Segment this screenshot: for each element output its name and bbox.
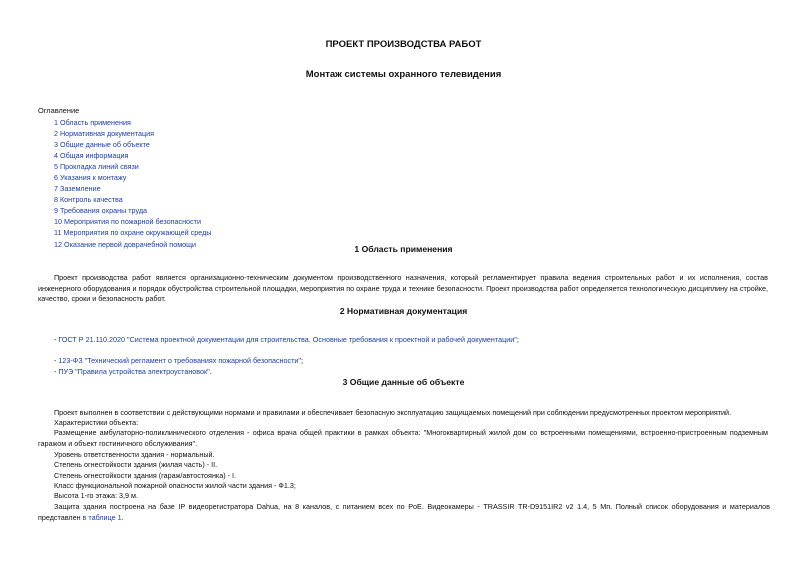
norm-ref-2-link[interactable]: 123-ФЗ "Технический регламент о требованиях пожарной безопасности" xyxy=(58,356,301,365)
char-line-4: Класс функциональной пожарной опасности жилой части здания - Ф1.3; xyxy=(54,481,296,490)
toc-item-5[interactable]: 5 Прокладка линий связи xyxy=(54,162,139,172)
char-line-3: Степень огнестойкости здания (гараж/автостоянка) - I. xyxy=(54,471,236,480)
section-3-characteristics: Характеристики объекта: xyxy=(54,418,139,427)
norm-ref-3-suffix: . xyxy=(209,367,212,376)
norm-ref-1-link[interactable]: ГОСТ Р 21.110.2020 "Система проектной документации для строительства. Основные требования к проектной и рабочей документации" xyxy=(58,335,517,344)
document-subtitle: Монтаж системы охранного телевидения xyxy=(305,69,502,80)
norm-ref-2-suffix: ; xyxy=(300,356,303,365)
norm-ref-1-suffix: ; xyxy=(516,335,519,344)
norm-ref-3 xyxy=(54,367,212,377)
norm-ref-3-prefix: - xyxy=(54,367,59,376)
toc-item-6[interactable]: 6 Указания к монтажу xyxy=(54,173,127,183)
toc-item-2[interactable]: 2 Нормативная документация xyxy=(54,129,155,139)
section-3-heading: 3 Общие данные об объекте xyxy=(342,377,465,387)
toc-item-11[interactable]: 11 Мероприятия по охране окружающей среды xyxy=(54,228,212,238)
norm-ref-2 xyxy=(54,356,303,366)
table-of-contents xyxy=(54,117,211,250)
protection-text: Защита здания построена на базе IP видеорегистратора Dahua, на 8 каналов, с питанием всех по PoE. Видеокамеры - TRASSIR TR-D9151IR2 v2 1.4, 5 Мп. Полный список оборудования и материалов представлен xyxy=(38,502,770,522)
toc-heading: Оглавление xyxy=(38,106,80,115)
section-1-paragraph: Проект производства работ является организационно-техническим документом производственного назначения, который регламентирует правила ведения строительных работ и их исполнения, состав инженерного оборудования и порядок обустройства строительной площадки, мероприятия по охране труда и технике безопасности. Проект производства работ определяется технологическую дисциплину на стройке, качество, сроки и безопасность работ. xyxy=(38,273,768,304)
char-line-1: Уровень ответственности здания - нормальный. xyxy=(54,450,215,459)
toc-item-7[interactable]: 7 Заземление xyxy=(54,184,101,194)
section-2-heading: 2 Нормативная документация xyxy=(339,306,468,316)
section-1-heading: 1 Область применения xyxy=(354,244,453,254)
table-1-link[interactable]: в таблице 1 xyxy=(82,512,122,522)
toc-item-1[interactable]: 1 Область применения xyxy=(54,118,131,127)
norm-ref-3-link[interactable]: ПУЭ "Правила устройства электроустановок" xyxy=(58,367,210,376)
section-3-protection xyxy=(38,502,770,523)
table-ref-suffix: . xyxy=(121,512,124,522)
norm-ref-1-prefix: - xyxy=(54,335,59,344)
toc-item-4[interactable]: 4 Общая информация xyxy=(54,151,129,161)
document-title: ПРОЕКТ ПРОИЗВОДСТВА РАБОТ xyxy=(325,39,482,50)
norm-ref-1 xyxy=(54,335,519,345)
char-line-2: Степень огнестойкости здания (жилая часть) - II. xyxy=(54,460,218,469)
toc-item-10[interactable]: 10 Мероприятия по пожарной безопасности xyxy=(54,217,201,227)
toc-item-8[interactable]: 8 Контроль качества xyxy=(54,195,123,205)
toc-item-12[interactable]: 12 Оказание первой доврачебной помощи xyxy=(54,239,197,249)
norm-ref-2-prefix: - xyxy=(54,356,59,365)
section-3-placement: Размещение амбулаторно-поликлинического отделения - офиса врача общей практики в рамках объекта: "Многоквартирный жилой дом со встроенными помещениями, встроенно-пристроенным подземным гаражом и объект гостиничного обслуживания". xyxy=(38,428,768,448)
section-3-intro: Проект выполнен в соответствии с действующими нормами и правилами и обеспечивает безопасную эксплуатацию защищаемых помещений при соблюдении предусмотренных проектом мероприятий. xyxy=(54,408,732,417)
toc-item-3[interactable]: 3 Общие данные об объекте xyxy=(54,140,150,150)
toc-item-9[interactable]: 9 Требования охраны труда xyxy=(54,206,148,216)
char-line-5: Высота 1-го этажа: 3,9 м. xyxy=(54,491,138,500)
